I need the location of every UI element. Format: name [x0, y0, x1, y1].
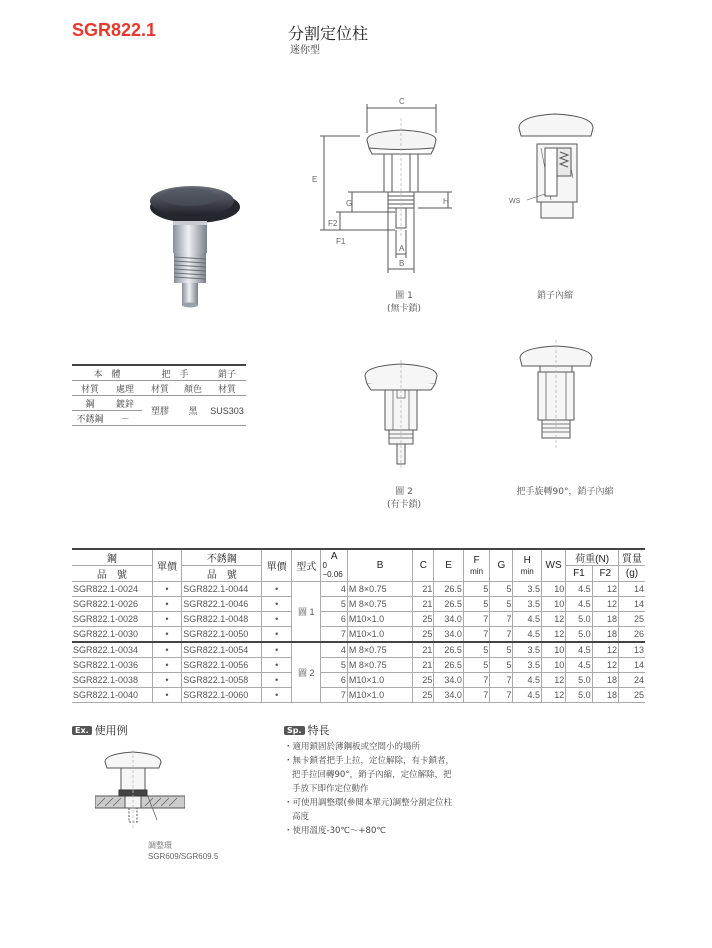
table-cell: •: [262, 642, 292, 658]
table-cell: 4.5: [513, 627, 541, 643]
ring-label: [148, 840, 218, 862]
table-cell: SGR822.1-0026: [72, 597, 152, 612]
material-sub-header: 顏色: [178, 381, 208, 396]
table-cell: M10×1.0: [347, 627, 412, 643]
material-cell: SUS303: [208, 396, 246, 426]
material-cell: 塑膠: [142, 396, 178, 426]
b-header: B: [347, 549, 412, 582]
table-cell: 5: [321, 597, 347, 612]
table-cell: 4.5: [513, 673, 541, 688]
table-cell: 12: [541, 627, 565, 643]
dim-e-label: E: [312, 175, 318, 184]
table-cell: 34.0: [434, 627, 464, 643]
table-cell: SGR822.1-0036: [72, 658, 152, 673]
sus-part-header: 品 號: [182, 566, 262, 582]
table-cell: •: [262, 627, 292, 643]
material-cell: 不銹鋼: [72, 411, 108, 426]
table-cell: 18: [592, 612, 618, 627]
table-cell: 4.5: [566, 582, 592, 597]
table-cell: 4.5: [566, 597, 592, 612]
dim-f1-label: F1: [336, 237, 346, 246]
price-header: 單價: [152, 549, 182, 582]
feature-item: ・可使用調整環(參閱本單元)調整分割定位柱高度: [284, 798, 453, 822]
e-header: E: [434, 549, 464, 582]
table-cell: 3.5: [513, 582, 541, 597]
spec-header-row: [72, 549, 645, 566]
weight-unit-header: (g): [618, 566, 645, 582]
table-row: [72, 642, 645, 658]
usage-example-drawing: [95, 750, 185, 835]
table-cell: 5: [490, 642, 513, 658]
table-cell: 12: [592, 582, 618, 597]
table-cell: SGR822.1-0028: [72, 612, 152, 627]
h-header: [513, 549, 541, 582]
table-cell: 34.0: [434, 612, 464, 627]
table-cell: 5: [463, 582, 489, 597]
table-cell: •: [262, 688, 292, 703]
table-cell: 25: [413, 627, 434, 643]
table-cell: •: [152, 612, 182, 627]
table-row: [72, 673, 645, 688]
pin-retract-caption: 銷子內縮: [536, 291, 573, 301]
material-group-header-row: [72, 365, 246, 381]
steel-header: 鋼: [72, 549, 152, 566]
table-cell: SGR822.1-0034: [72, 642, 152, 658]
usage-tag: Ex.: [72, 726, 92, 735]
table-cell: SGR822.1-0060: [182, 688, 262, 703]
material-cell: 黑: [178, 396, 208, 426]
table-cell: 7: [490, 627, 513, 643]
fig1-caption: [372, 290, 436, 316]
table-cell: 5.0: [566, 673, 592, 688]
table-cell: 21: [413, 658, 434, 673]
table-cell: •: [152, 582, 182, 597]
figure-1-drawing: [300, 88, 460, 288]
table-cell: 5.0: [566, 627, 592, 643]
table-cell: 7: [490, 612, 513, 627]
fig2-caption-line2: (有卡鎖): [386, 500, 422, 510]
table-cell: 5: [490, 597, 513, 612]
table-cell: 25: [413, 612, 434, 627]
ring-label-name: 調整環: [148, 841, 172, 850]
f2-header: F2: [592, 566, 618, 582]
table-cell: 4.5: [566, 658, 592, 673]
table-cell: 12: [541, 612, 565, 627]
table-cell: 7: [463, 627, 489, 643]
dim-f2-label: F2: [328, 219, 338, 228]
material-sub-header-row: [72, 381, 246, 396]
table-cell: 34.0: [434, 673, 464, 688]
dim-h-label: H: [443, 197, 449, 206]
table-cell: 7: [321, 688, 347, 703]
material-sub-header: 處理: [108, 381, 142, 396]
table-cell: 14: [618, 582, 645, 597]
g-header: G: [490, 549, 513, 582]
table-cell: 10: [541, 597, 565, 612]
table-cell: 21: [413, 597, 434, 612]
table-cell: 18: [592, 627, 618, 643]
table-cell: 5: [463, 642, 489, 658]
table-cell: 5.0: [566, 612, 592, 627]
table-cell: •: [152, 627, 182, 643]
table-cell: M10×1.0: [347, 612, 412, 627]
table-row: [72, 582, 645, 597]
table-cell: M 8×0.75: [347, 642, 412, 658]
table-cell: 12: [541, 673, 565, 688]
material-cell: －: [108, 411, 142, 426]
table-cell: 12: [592, 642, 618, 658]
table-cell: 7: [321, 627, 347, 643]
table-cell: 4.5: [513, 612, 541, 627]
table-cell: •: [262, 658, 292, 673]
table-cell: 5.0: [566, 688, 592, 703]
table-cell: 21: [413, 642, 434, 658]
table-cell: 7: [490, 673, 513, 688]
c-header: C: [413, 549, 434, 582]
table-cell: 5: [490, 658, 513, 673]
feature-item: ・適用鎖固於薄鋼板或空間小的場所: [284, 742, 421, 752]
table-cell: SGR822.1-0030: [72, 627, 152, 643]
feature-item: ・無卡鎖者把手上拉，定位解除，有卡鎖者，把手拉回轉90°，銷子內縮，定位解除，把手放下即作定位動作: [284, 756, 455, 794]
table-cell: 3.5: [513, 658, 541, 673]
table-cell: SGR822.1-0054: [182, 642, 262, 658]
table-cell: 10: [541, 582, 565, 597]
table-cell: 34.0: [434, 688, 464, 703]
a-tol-top: 0: [322, 561, 327, 570]
table-cell: SGR822.1-0058: [182, 673, 262, 688]
ws-header: WS: [541, 549, 565, 582]
table-cell: SGR822.1-0024: [72, 582, 152, 597]
table-cell: 26.5: [434, 658, 464, 673]
table-cell: •: [152, 688, 182, 703]
f-header-label: F: [473, 554, 480, 566]
table-cell: 26.5: [434, 597, 464, 612]
table-row: [72, 627, 645, 643]
feature-item: ・使用溫度-30℃～+80℃: [284, 826, 386, 836]
material-handle-header: 把 手: [142, 365, 208, 381]
dim-g-label: G: [346, 199, 353, 208]
table-cell: 10: [541, 658, 565, 673]
h-min-label: min: [520, 566, 534, 576]
table-cell: 6: [321, 673, 347, 688]
table-cell: M 8×0.75: [347, 582, 412, 597]
table-cell: SGR822.1-0050: [182, 627, 262, 643]
table-cell: 7: [463, 673, 489, 688]
dim-c-label: C: [399, 97, 405, 106]
table-cell: 10: [541, 642, 565, 658]
table-cell: 18: [592, 673, 618, 688]
type-cell: 圖 2: [291, 642, 321, 703]
table-cell: 26.5: [434, 582, 464, 597]
table-cell: SGR822.1-0056: [182, 658, 262, 673]
f-header: [463, 549, 489, 582]
type-header: 型式: [291, 549, 321, 582]
figure-2-drawing: [355, 360, 455, 480]
table-cell: M 8×0.75: [347, 658, 412, 673]
steel-part-header: 品 號: [72, 566, 152, 582]
table-cell: 4: [321, 582, 347, 597]
a-header: [321, 549, 347, 582]
table-cell: •: [152, 658, 182, 673]
table-cell: •: [152, 597, 182, 612]
fig2-caption-line1: 圖 2: [395, 487, 413, 497]
f-min-label: min: [470, 566, 484, 576]
features-title: 特長: [307, 724, 330, 737]
table-cell: 5: [463, 597, 489, 612]
material-cell: 鍍鋅: [108, 396, 142, 411]
a-header-label: A: [330, 551, 338, 562]
material-pin-header: 銷子: [208, 365, 246, 381]
page-subtitle: 迷你型: [290, 45, 320, 56]
table-cell: 7: [463, 612, 489, 627]
table-cell: 24: [618, 673, 645, 688]
table-cell: SGR822.1-0044: [182, 582, 262, 597]
table-cell: SGR822.1-0046: [182, 597, 262, 612]
rotate-caption: 把手旋轉90°，銷子內縮: [516, 487, 614, 497]
table-cell: SGR822.1-0040: [72, 688, 152, 703]
material-sub-header: 材質: [72, 381, 108, 396]
page-title: 分割定位柱: [288, 24, 369, 43]
price2-header: 單價: [262, 549, 292, 582]
weight-header: 質量: [618, 549, 645, 566]
table-cell: 18: [592, 688, 618, 703]
a-tol-bot: −0.06: [322, 570, 343, 579]
table-cell: 14: [618, 597, 645, 612]
features-tag: Sp.: [284, 726, 305, 735]
material-row: [72, 396, 246, 411]
table-row: [72, 688, 645, 703]
fig2-caption: [372, 486, 436, 512]
fig1-caption-line1: 圖 1: [395, 291, 413, 301]
table-cell: M10×1.0: [347, 673, 412, 688]
table-cell: 7: [490, 688, 513, 703]
rotated-pin-drawing: [510, 340, 610, 470]
table-cell: SGR822.1-0048: [182, 612, 262, 627]
product-photo: [140, 175, 250, 320]
table-cell: 5: [490, 582, 513, 597]
table-cell: 6: [321, 612, 347, 627]
material-table: [72, 364, 246, 426]
features-heading: [284, 722, 330, 738]
material-cell: 鋼: [72, 396, 108, 411]
f1-header: F1: [566, 566, 592, 582]
table-cell: •: [262, 582, 292, 597]
table-cell: 12: [592, 597, 618, 612]
table-cell: •: [262, 673, 292, 688]
table-cell: 25: [618, 612, 645, 627]
pin-retracted-drawing: [505, 108, 605, 238]
usage-heading: [72, 722, 128, 738]
table-cell: 7: [463, 688, 489, 703]
table-row: [72, 658, 645, 673]
spec-table-body: [72, 582, 645, 703]
product-code: SGR822.1: [72, 20, 157, 40]
table-cell: 4.5: [513, 688, 541, 703]
table-cell: 12: [592, 658, 618, 673]
table-cell: 25: [413, 673, 434, 688]
table-cell: M10×1.0: [347, 688, 412, 703]
type-cell: 圖 1: [291, 582, 321, 643]
h-header-label: H: [523, 554, 531, 566]
table-cell: 26: [618, 627, 645, 643]
fig1-caption-line2: (無卡鎖): [386, 304, 422, 314]
material-body-header: 本 體: [72, 365, 142, 381]
table-cell: 25: [413, 688, 434, 703]
table-cell: 5: [463, 658, 489, 673]
table-cell: •: [152, 642, 182, 658]
table-cell: •: [262, 612, 292, 627]
ws-label: WS: [509, 198, 521, 205]
usage-title: 使用例: [94, 724, 128, 737]
material-sub-header: 材質: [142, 381, 178, 396]
table-cell: 12: [541, 688, 565, 703]
table-cell: 3.5: [513, 642, 541, 658]
table-cell: 5: [321, 658, 347, 673]
table-cell: 13: [618, 642, 645, 658]
table-cell: •: [152, 673, 182, 688]
spec-table: [72, 548, 645, 703]
features-list: [284, 740, 459, 838]
table-cell: SGR822.1-0038: [72, 673, 152, 688]
table-row: [72, 597, 645, 612]
ring-label-part: SGR609/SGR609.5: [148, 852, 219, 861]
table-cell: 14: [618, 658, 645, 673]
sus-header: 不銹鋼: [182, 549, 262, 566]
table-cell: 21: [413, 582, 434, 597]
table-row: [72, 612, 645, 627]
dim-a-label: A: [399, 244, 405, 253]
table-cell: •: [262, 597, 292, 612]
table-cell: M 8×0.75: [347, 597, 412, 612]
table-cell: 3.5: [513, 597, 541, 612]
load-header: 荷重(N): [566, 549, 619, 566]
table-cell: 25: [618, 688, 645, 703]
table-cell: 4.5: [566, 642, 592, 658]
dim-b-label: B: [399, 259, 405, 268]
table-cell: 4: [321, 642, 347, 658]
table-cell: 26.5: [434, 642, 464, 658]
material-sub-header: 材質: [208, 381, 246, 396]
